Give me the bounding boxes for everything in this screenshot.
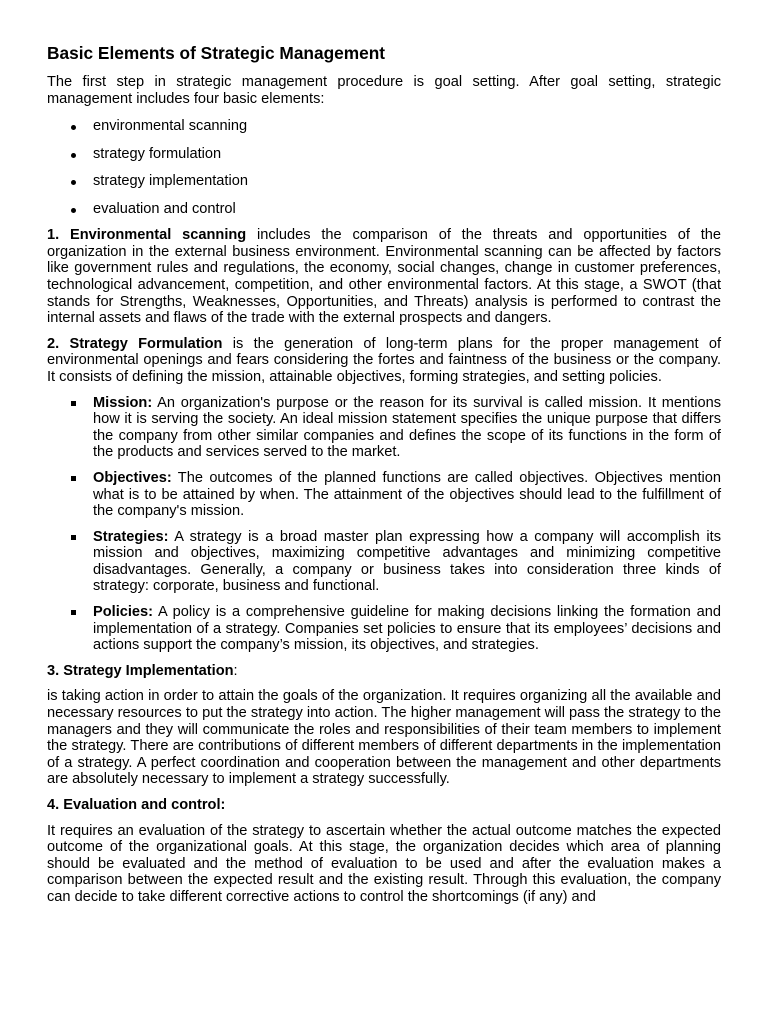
section-heading-evaluation xyxy=(47,797,721,814)
section-strategy-formulation xyxy=(47,336,721,386)
section-implementation-text: is taking action in order to attain the goals of the organization. It requires organizing all the available and necessary resources to put the strategy into action. The higher management will pass the strategy to the managers and they will communicate the roles and responsibilities of their team members to implement the strategy. There are contributions of different members of different departments in the implementation of a strategy. A perfect coordination and cooperation between the management and other departments are absolutely necessary to implement a strategy successfully. xyxy=(47,688,721,788)
item-text: The outcomes of the planned functions are called objectives. Objectives mention what is to be attained by when. The attainment of the objectives should lead to the fulfillment of the company's mission. xyxy=(93,469,721,520)
section-environmental-scanning xyxy=(47,227,721,327)
list-item xyxy=(47,395,721,461)
item-term: Mission: xyxy=(93,394,153,411)
section-heading: 1. Environmental scanning xyxy=(47,227,247,244)
list-item xyxy=(47,470,721,520)
section-heading: 3. Strategy Implementation xyxy=(47,662,234,679)
item-term: Policies: xyxy=(93,604,154,621)
item-term: Strategies: xyxy=(93,528,169,545)
elements-list xyxy=(47,113,721,223)
list-item: strategy formulation xyxy=(47,141,721,169)
page-title: Basic Elements of Strategic Management xyxy=(47,43,386,63)
list-item: strategy implementation xyxy=(47,168,721,196)
section-evaluation-text: It requires an evaluation of the strategy to ascertain whether the actual outcome matches the expected outcome of the organizational goals. At this stage, the organization decides which area of planning should be evaluated and the method of evaluation to be used and after the evaluation makes a comparison between the expected result and the existing result. Through this evaluation, the company can decide to take different corrective actions to control the shortcomings (if any) and xyxy=(47,822,721,905)
item-text: A strategy is a broad master plan expressing how a company will accomplish its mission and objectives, maximizing competitive advantages and minimizing competitive disadvantages. Generally, a company or business takes into consideration three kinds of strategy: corporate, business and functional. xyxy=(93,528,721,595)
formulation-list xyxy=(47,395,721,654)
item-text: An organization's purpose or the reason for its survival is called mission. It mentions how it is serving the society. An ideal mission statement specifies the unique purpose that differs the company from other similar companies and defines the scope of its functions in the form of the products and services served to the market. xyxy=(93,394,721,461)
list-item: evaluation and control xyxy=(47,196,721,224)
section-text: includes the comparison of the threats and opportunities of the organization in the external business environment. Environmental scanning can be affected by factors like government rules and regulations, the economy, social changes, change in customer preferences, technological advancement, competition, and other environmental factors. At this stage, a SWOT (that stands for Strengths, Weaknesses, Opportunities, and Threats) analysis is performed to contrast the internal assets and flaws of the trade with the external prospects and dangers. xyxy=(47,227,721,327)
heading-colon: : xyxy=(233,662,238,679)
item-text: A policy is a comprehensive guideline for making decisions linking the formation and implementation of a strategy. Companies set policies to ensure that its employees’ decisions and actions support the company’s mission, its objectives, and strategies. xyxy=(93,604,721,654)
list-item xyxy=(47,529,721,595)
list-item: environmental scanning xyxy=(47,113,721,141)
intro-paragraph: The first step in strategic management procedure is goal setting. After goal setting, strategic management includes four basic elements: xyxy=(47,74,721,107)
list-item xyxy=(47,604,721,654)
section-text: is the generation of long-term plans for the proper management of environmental openings and fears considering the fortes and faintness of the business or the company. It consists of defining the mission, attainable objectives, forming strategies, and setting policies. xyxy=(47,335,721,385)
section-heading-implementation xyxy=(47,663,721,680)
section-heading: 2. Strategy Formulation xyxy=(47,335,223,352)
section-heading: 4. Evaluation and control: xyxy=(47,797,226,813)
item-term: Objectives: xyxy=(93,469,172,486)
